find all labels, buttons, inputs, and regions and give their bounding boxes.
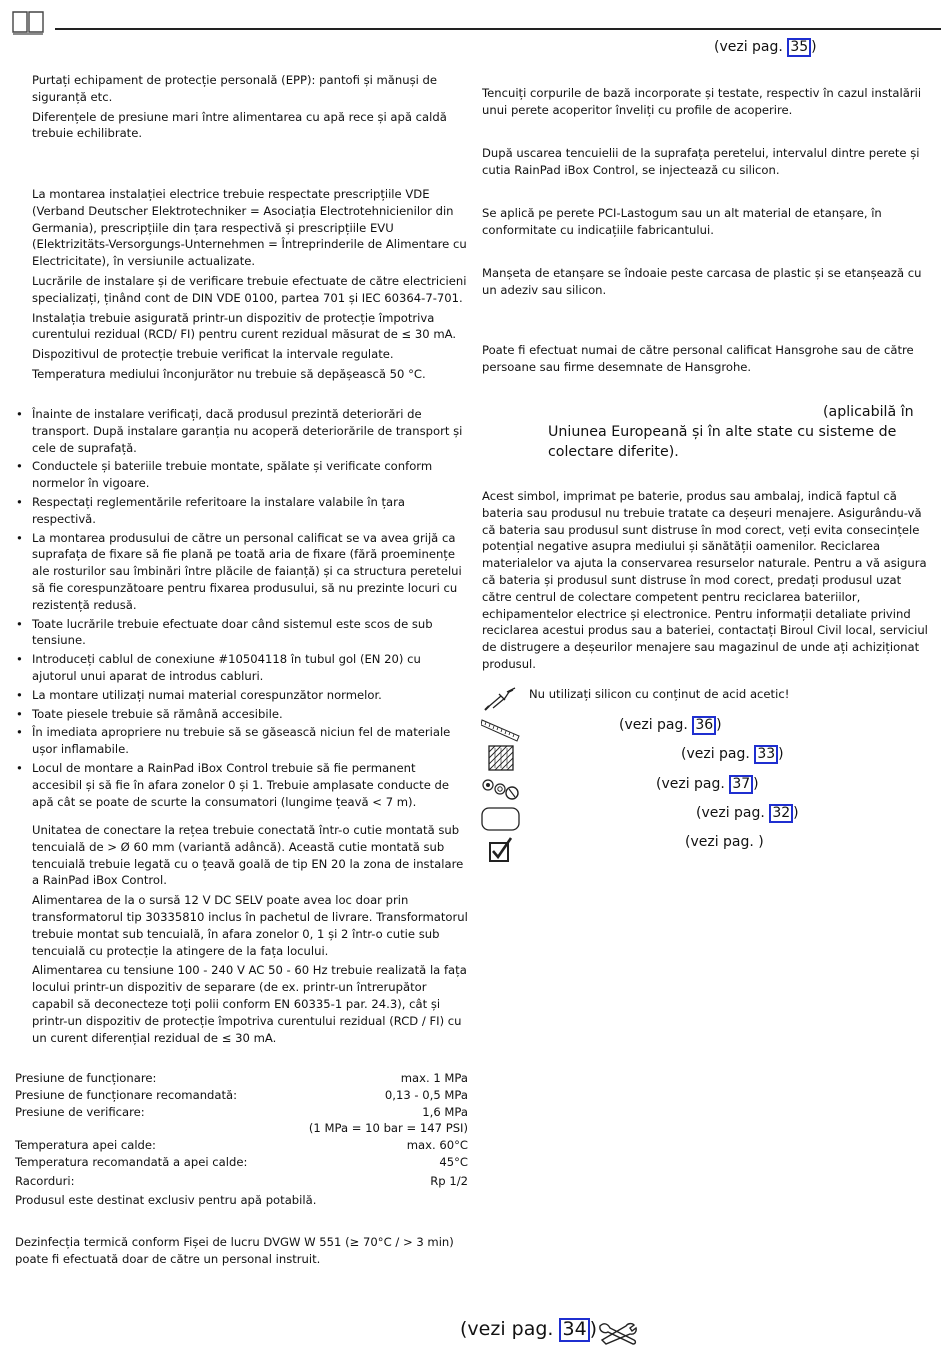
list-item: • Respectați reglementările referitoare la instalare valabile în țara respectivă. xyxy=(16,494,468,528)
icon-ref-37: (vezi pag. 37 ) xyxy=(656,776,759,792)
potable-note: Produsul este destinat exclusiv pentru apă potabilă. xyxy=(15,1192,317,1207)
connection-para-2: Alimentarea de la o sursă 12 V DC SELV poate avea loc doar prin transformatorul tip 30335810 inclus în pachetul de livrare. Transformatorul trebuie montat sub tencuială, în afara zonelor 0, 1 și 2 într-o cutie sub tencuială cu protecție la atingere de la fața locului. xyxy=(32,893,468,958)
install-para-2: După uscarea tencuielii de la suprafața peretelui, intervalul dintre perete și cutia RainPad iBox Control, se injectează cu silicon. xyxy=(482,146,920,177)
page-link-35[interactable]: 35 xyxy=(787,38,811,57)
electrical-para-4: Dispozitivul de protecție trebuie verificat la intervale regulate. xyxy=(32,347,394,362)
installation-bullets xyxy=(16,406,468,812)
top-page-ref: (vezi pag. 35 ) xyxy=(714,39,817,55)
tools-icon xyxy=(596,1320,640,1346)
spec-row: Temperatura apei calde: max. 60°C xyxy=(15,1138,468,1153)
page-link-34[interactable]: 34 xyxy=(559,1318,589,1342)
bottom-page-ref: (vezi pag. 34 ) xyxy=(460,1318,598,1340)
eu-heading: (aplicabilă în Uniunea Europeană și în alte state cu sisteme de colectare diferite). xyxy=(548,404,914,460)
install-para-1: Tencuiți corpurile de bază incorporate și testate, respectiv în cazul instalării unui perete acoperitor înveliți cu profile de acoperire. xyxy=(482,86,922,117)
list-item: • Introduceți cablul de conexiune #10504118 în tubul gol (EN 20) cu ajutorul unui aparat de introdus cabluri. xyxy=(16,651,468,685)
silicone-note: Nu utilizați silicon cu conținut de acid acetic! xyxy=(529,687,790,701)
install-para-3: Se aplică pe perete PCI-Lastogum sau un alt material de etanșare, în conformitate cu indicațiile fabricantului. xyxy=(482,206,882,237)
list-item: • La montarea produsului de către un personal calificat se va avea grijă ca suprafața de fixare să fie plană pe toată aria de fixare (fără proeminențe ale rosturilor sau îmbinări între plăcile de faianță) și ca structura peretelui să fie corespunzătoare pentru fixarea produsului, să nu prezinte locuri cu rezistență redusă. xyxy=(16,530,468,614)
list-item: • Înainte de instalare verificați, dacă produsul prezintă deteriorări de transport. După instalare garanția nu acoperă deteriorările de transport și cele de suprafață. xyxy=(16,406,468,456)
list-item: • Toate lucrările trebuie efectuate doar când sistemul este scos de sub tensiune. xyxy=(16,616,468,650)
list-item: • Locul de montare a RainPad iBox Control trebuie să fie permanent accesibil și să fie în afara zonelor 0 și 1. Trebuie amplasate conducte de apă cât se poate de scurte la consumatori (lungime țeavă < 7 m). xyxy=(16,760,468,810)
icon-ref-33: (vezi pag. 33 ) xyxy=(681,746,784,762)
safety-para-2: Diferențele de presiune mari între alimentarea cu apă rece și apă caldă trebuie echilibrate. xyxy=(32,109,447,141)
disinfection-note: Dezinfecția termică conform Fișei de lucru DVGW W 551 (≥ 70°C / > 3 min) poate fi efectuată doar de către un personal instruit. xyxy=(15,1235,454,1266)
electrical-section xyxy=(32,186,468,386)
spare-parts-icon xyxy=(481,775,521,803)
icon-ref-empty: (vezi pag. ) xyxy=(685,834,764,850)
safety-section xyxy=(32,72,468,145)
electrical-para-2: Lucrările de instalare și de verificare trebuie efectuate de către electricieni specializați, ținând cont de DIN VDE 0100, partea 701 și IEC 60364-7-701. xyxy=(32,273,467,305)
silicone-gun-icon xyxy=(483,686,519,712)
electrical-para-3: Instalația trebuie asigurată printr-un dispozitiv de protecție împotriva curentului rezidual (RCD/ FI) pentru curent rezidual măsurat de ≤ 30 mA. xyxy=(32,310,457,342)
service-para: Poate fi efectuat numai de către personal calificat Hansgrohe sau de către persoane sau firme desemnate de Hansgrohe. xyxy=(482,343,914,374)
rounded-rect-icon xyxy=(481,806,521,832)
electrical-para-5: Temperatura mediului înconjurător nu trebuie să depășească 50 °C. xyxy=(32,366,426,381)
page-link-36[interactable]: 36 xyxy=(692,716,716,735)
icon-ref-36: (vezi pag. 36 ) xyxy=(619,717,722,733)
spec-row: Temperatura recomandată a apei calde: 45°C xyxy=(15,1154,468,1169)
page-link-37[interactable]: 37 xyxy=(729,775,753,794)
electrical-para-1: La montarea instalației electrice trebuie respectate prescripțiile VDE (Verband Deutscher Elektrotechniker = Asociația Electrotehnicienilor din Germania), prescripțiile din țara respectivă și prescripțiile EVU (Elektrizitäts-Versorgungs-Unternehmen = Întreprinderile de Alimentare cu Electricitate), în versiunile actualizate. xyxy=(32,187,467,269)
connection-para-3: Alimentarea cu tensiune 100 - 240 V AC 50 - 60 Hz trebuie realizată la fața locului printr-un dispozitiv de separare (de ex. printr-un întrerupător capabil să deconecteze toți polii conform EN 60335-1 par. 24.3), cât și printr-un dispozitiv de protecție împotriva curentului rezidual (RCD / FI) cu un curent diferențial rezidual de ≤ 30 mA. xyxy=(32,963,467,1045)
list-item: • Toate piesele trebuie să rămână accesibile. xyxy=(16,706,468,723)
hatched-square-icon xyxy=(487,744,515,772)
icon-ref-32: (vezi pag. 32 ) xyxy=(696,805,799,821)
safety-para-1: Purtați echipament de protecție personală (EPP): pantofi și mănuși de siguranță etc. xyxy=(32,73,438,104)
manual-book-icon xyxy=(10,8,46,36)
list-item: • La montare utilizați numai material corespunzător normelor. xyxy=(16,687,468,704)
page-link-32[interactable]: 32 xyxy=(769,804,793,823)
install-para-4: Manșeta de etanșare se îndoaie peste carcasa de plastic și se etanșează cu un adeziv sau silicon. xyxy=(482,266,922,297)
connection-para-1: Unitatea de conectare la rețea trebuie conectată într-o cutie montată sub tencuială de > Ø 60 mm (variantă adâncă). Această cutie montată sub tencuială trebuie legată cu o țeavă goală de tip EN 20 la zona de instalare a RainPad iBox Control. xyxy=(32,823,464,888)
connection-section xyxy=(32,822,468,1049)
spec-row: (1 MPa = 10 bar = 147 PSI) xyxy=(308,1121,468,1136)
list-item: • În imediata apropriere nu trebuie să se găsească niciun fel de materiale ușor inflamabile. xyxy=(16,724,468,758)
spec-row: Presiune de funcționare: max. 1 MPa xyxy=(15,1071,468,1085)
list-item: • Conductele și bateriile trebuie montate, spălate și verificate conform normelor în vigoare. xyxy=(16,458,468,492)
header-rule xyxy=(55,28,941,30)
spec-row: Presiune de verificare: 1,6 MPa xyxy=(15,1104,468,1119)
specs-table xyxy=(15,1070,468,1208)
checkbox-icon xyxy=(487,836,515,864)
ruler-icon xyxy=(481,716,521,742)
spec-row: Racorduri: Rp 1/2 xyxy=(15,1173,468,1188)
spec-row: Presiune de funcționare recomandată: 0,13 - 0,5 MPa xyxy=(15,1087,468,1102)
recycling-para: Acest simbol, imprimat pe baterie, produs sau ambalaj, indică faptul că bateria sau produsul nu trebuie tratate ca deșeuri menajere. Asigurându-vă că bateria sau produsul sunt distruse în mod corect, veți evita consecințele potențial negative asupra mediului și sănătății oamenilor. Reciclarea materialelor va ajuta la conservarea resurselor naturale. Pentru a vă asigura că bateria și produsul sunt distruse în mod corect, predați produsul uzat către centrul de colectare competent pentru reciclarea bateriilor, echipamentelor electrice și electronice. Pentru informații detaliate privind reciclarea acestui produs sau a bateriei, contactați Biroul Civil local, serviciul de distrugere a deșeurilor menajere sau magazinul de unde ați achiziționat produsul. xyxy=(482,489,928,671)
page-link-33[interactable]: 33 xyxy=(754,745,778,764)
